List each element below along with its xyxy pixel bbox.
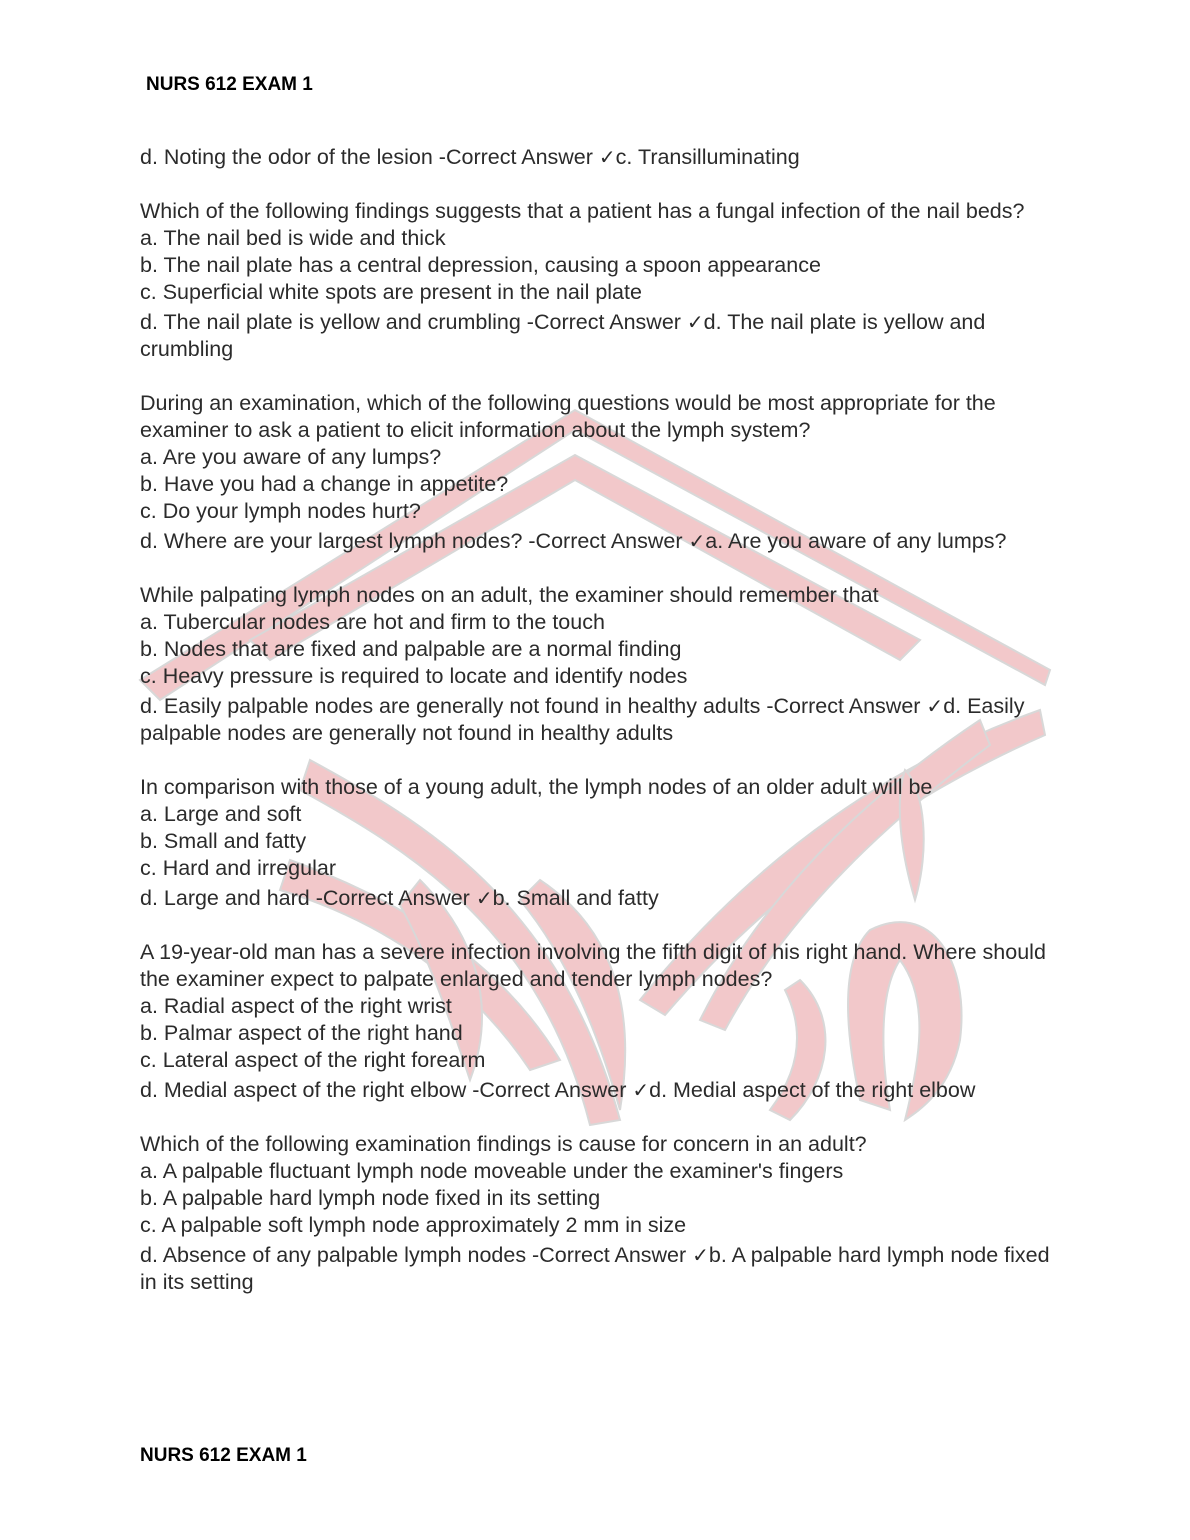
- question-block: [140, 1131, 1060, 1296]
- question-block: [140, 582, 1060, 747]
- option-a: a. Tubercular nodes are hot and firm to the touch: [140, 610, 605, 634]
- option-d: d. Where are your largest lymph nodes? -Correct Answer: [140, 529, 689, 553]
- correct-answer: b. A palpable hard lymph node fixed in its setting: [140, 1243, 1050, 1294]
- option-d: d. The nail plate is yellow and crumbling -Correct Answer: [140, 310, 687, 334]
- question-text: While palpating lymph nodes on an adult, the examiner should remember that: [140, 583, 879, 607]
- carryover-answer: [140, 144, 1060, 171]
- option-b: b. Small and fatty: [140, 829, 307, 853]
- question-block: [140, 390, 1060, 555]
- correct-answer: a. Are you aware of any lumps?: [705, 529, 1007, 553]
- question-block: [140, 774, 1060, 912]
- question-block: [140, 198, 1060, 363]
- option-c: c. Hard and irregular: [140, 856, 336, 880]
- option-a: a. A palpable fluctuant lymph node moveable under the examiner's fingers: [140, 1159, 844, 1183]
- question-text: Which of the following examination findings is cause for concern in an adult?: [140, 1132, 867, 1156]
- check-mark-icon: ✓: [692, 1243, 709, 1267]
- option-d: d. Large and hard -Correct Answer: [140, 886, 476, 910]
- option-c: c. Do your lymph nodes hurt?: [140, 499, 421, 523]
- question-text: A 19-year-old man has a severe infection involving the fifth digit of his right hand. Where should the examiner expect to palpate enlarged and tender lymph nodes?: [140, 940, 1046, 991]
- option-b: b. Have you had a change in appetite?: [140, 472, 509, 496]
- option-c: c. Lateral aspect of the right forearm: [140, 1048, 486, 1072]
- correct-answer: c. Transilluminating: [615, 145, 800, 169]
- option-c: c. Heavy pressure is required to locate and identify nodes: [140, 664, 688, 688]
- option-a: a. The nail bed is wide and thick: [140, 226, 446, 250]
- correct-answer: d. Medial aspect of the right elbow: [649, 1078, 976, 1102]
- option-d: d. Noting the odor of the lesion -Correct Answer: [140, 145, 599, 169]
- option-b: b. Palmar aspect of the right hand: [140, 1021, 463, 1045]
- option-c: c. A palpable soft lymph node approximately 2 mm in size: [140, 1213, 687, 1237]
- option-d: d. Absence of any palpable lymph nodes -Correct Answer: [140, 1243, 693, 1267]
- question-text: Which of the following findings suggests that a patient has a fungal infection of the nail beds?: [140, 199, 1025, 223]
- option-d: d. Medial aspect of the right elbow -Correct Answer: [140, 1078, 633, 1102]
- check-mark-icon: ✓: [686, 310, 704, 334]
- question-block: [140, 939, 1060, 1104]
- option-a: a. Radial aspect of the right wrist: [140, 994, 452, 1018]
- page-footer: NURS 612 EXAM 1: [140, 1445, 307, 1466]
- check-mark-icon: ✓: [475, 886, 493, 910]
- document-body: [140, 144, 1060, 1323]
- option-d: d. Easily palpable nodes are generally not found in healthy adults -Correct Answer: [140, 694, 927, 718]
- option-b: b. A palpable hard lymph node fixed in its setting: [140, 1186, 601, 1210]
- option-b: b. Nodes that are fixed and palpable are a normal finding: [140, 637, 682, 661]
- correct-answer: d. Easily palpable nodes are generally not found in healthy adults: [140, 694, 1025, 745]
- option-b: b. The nail plate has a central depression, causing a spoon appearance: [140, 253, 821, 277]
- question-text: During an examination, which of the following questions would be most appropriate for the examiner to ask a patient to elicit information about the lymph system?: [140, 391, 996, 442]
- correct-answer: b. Small and fatty: [492, 886, 659, 910]
- page-header: NURS 612 EXAM 1: [146, 74, 313, 95]
- correct-answer: d. The nail plate is yellow and crumbling: [140, 310, 986, 361]
- check-mark-icon: ✓: [688, 529, 706, 553]
- check-mark-icon: ✓: [598, 145, 616, 169]
- option-a: a. Large and soft: [140, 802, 302, 826]
- question-text: In comparison with those of a young adult, the lymph nodes of an older adult will be: [140, 775, 933, 799]
- check-mark-icon: ✓: [632, 1078, 650, 1102]
- check-mark-icon: ✓: [926, 694, 944, 718]
- option-c: c. Superficial white spots are present in the nail plate: [140, 280, 642, 304]
- option-a: a. Are you aware of any lumps?: [140, 445, 442, 469]
